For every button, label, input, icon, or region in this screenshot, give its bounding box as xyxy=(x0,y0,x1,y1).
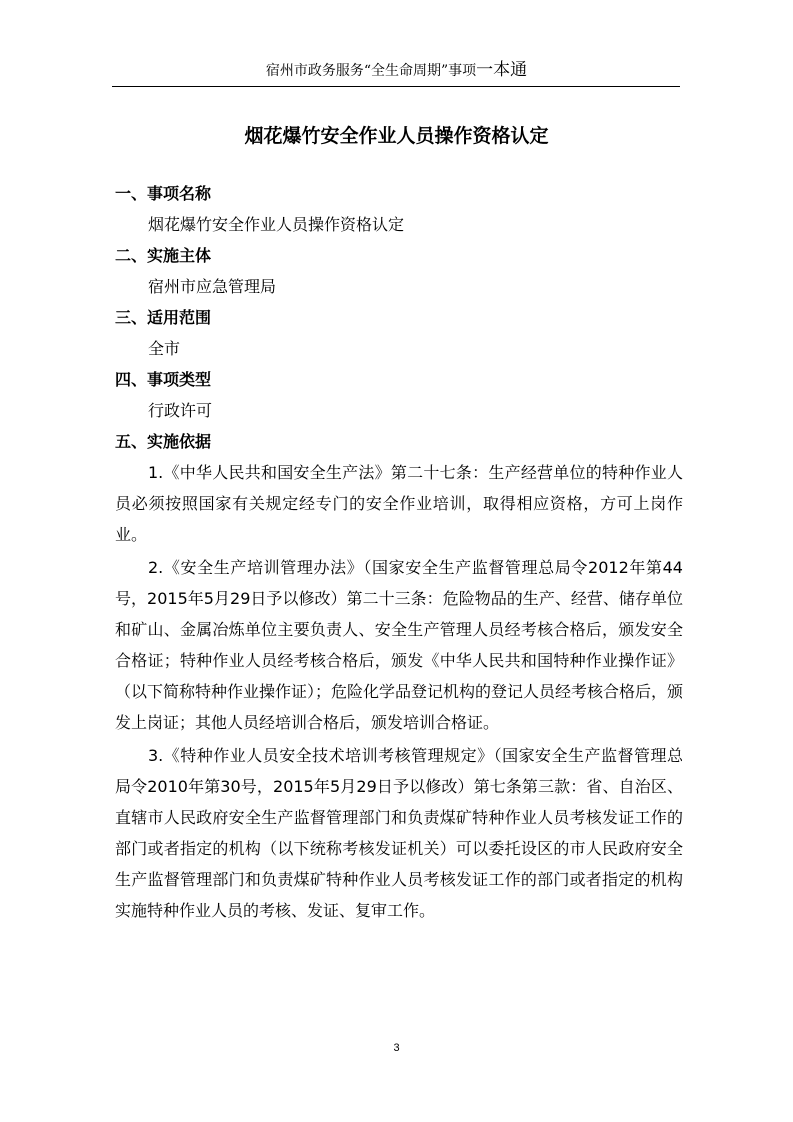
section-heading-scope: 三、适用范围 xyxy=(115,308,212,327)
header-rule xyxy=(112,86,680,87)
basis-paragraph-1: 1.《中华人民共和国安全生产法》第二十七条：生产经营单位的特种作业人员必须按照国家有关规定经专门的安全作业培训，取得相应资格，方可上岗作业。 xyxy=(115,463,683,544)
basis-paragraph-3: 3.《特种作业人员安全技术培训考核管理规定》（国家安全生产监督管理总局令2010年第30号，2015年5月29日予以修改）第七条第三款：省、自治区、直辖市人民政府安全生产监督管理部门和负责煤矿特种作业人员考核发证工作的部门或者指定的机构（以下统称考核发证机关）可以委托设区的市人民政府安全生产监督管理部门和负责煤矿特种作业人员考核发证工作的部门或者指定的机构实施特种作业人员的考核、发证、复审工作。 xyxy=(115,746,683,920)
header-suffix: 一本通 xyxy=(476,60,528,80)
basis-paragraph-2: 2.《安全生产培训管理办法》（国家安全生产监督管理总局令2012年第44号，2015年5月29日予以修改）第二十三条：危险物品的生产、经营、储存单位和矿山、金属冶炼单位主要负责人、安全生产管理人员经考核合格后，颁发安全合格证；特种作业人员经考核合格后，颁发《中华人民共和国特种作业操作证》（以下简称特种作业操作证）；危险化学品登记机构的登记人员经考核合格后，颁发上岗证；其他人员经培训合格后，颁发培训合格证。 xyxy=(115,558,684,732)
section-heading-item-name: 一、事项名称 xyxy=(115,184,212,203)
section-heading-implementer: 二、实施主体 xyxy=(115,246,212,265)
document-title: 烟花爆竹安全作业人员操作资格认定 xyxy=(244,125,549,147)
section-value-item-type: 行政许可 xyxy=(148,401,213,420)
section-value-implementer: 宿州市应急管理局 xyxy=(148,277,277,296)
header-prefix: 宿州市政务服务“全生命周期”事项 xyxy=(265,63,477,79)
page-number: 3 xyxy=(393,1042,400,1054)
section-heading-item-type: 四、事项类型 xyxy=(115,370,212,389)
running-header xyxy=(0,60,793,81)
section-heading-basis: 五、实施依据 xyxy=(115,432,212,451)
section-value-item-name: 烟花爆竹安全作业人员操作资格认定 xyxy=(148,215,405,234)
section-value-scope: 全市 xyxy=(148,339,181,358)
document-body xyxy=(115,178,683,926)
